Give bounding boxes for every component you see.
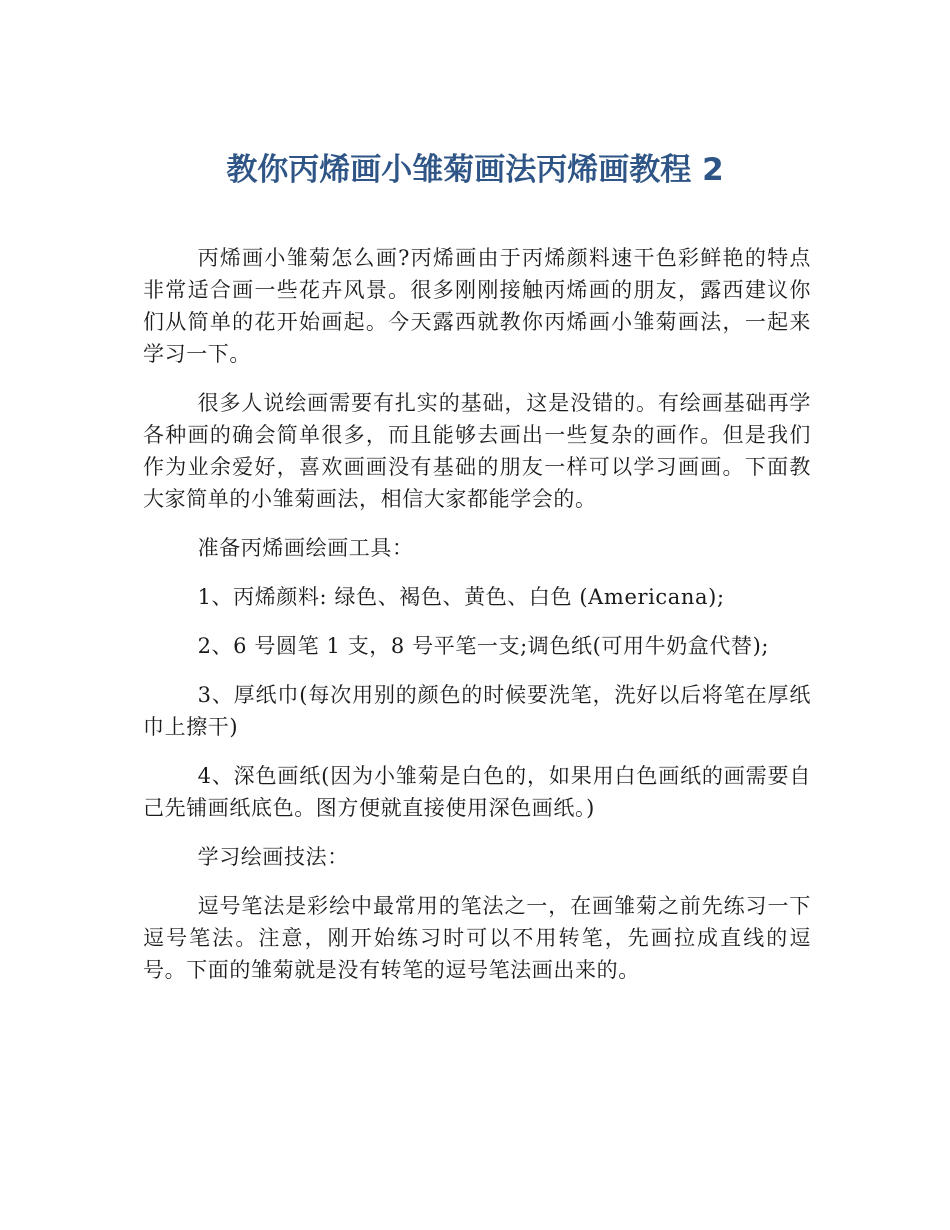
paragraph-basics: 很多人说绘画需要有扎实的基础，这是没错的。有绘画基础再学各种画的确会简单很多，而且能够去画出一些复杂的画作。但是我们作为业余爱好，喜欢画画没有基础的朋友一样可以学习画画。下面教大家简单的小雏菊画法，相信大家都能学会的。 [143, 391, 811, 511]
paragraph-comma-stroke: 逗号笔法是彩绘中最常用的笔法之一，在画雏菊之前先练习一下逗号笔法。注意，刚开始练习时可以不用转笔，先画拉成直线的逗号。下面的雏菊就是没有转笔的逗号笔法画出来的。 [143, 894, 811, 982]
list-item-paint: 1、丙烯颜料: 绿色、褐色、黄色、白色 (Americana); [197, 585, 725, 609]
list-item-paper-towel: 3、厚纸巾(每次用别的颜色的时候要洗笔，洗好以后将笔在厚纸巾上擦干) [143, 683, 811, 739]
page-title: 教你丙烯画小雏菊画法丙烯画教程 2 [226, 152, 724, 188]
paragraph-technique-heading: 学习绘画技法： [197, 845, 349, 869]
document-body [143, 242, 811, 1003]
list-item-brushes: 2、6 号圆笔 1 支，8 号平笔一支;调色纸(可用牛奶盒代替); [197, 634, 770, 658]
paragraph-intro: 丙烯画小雏菊怎么画?丙烯画由于丙烯颜料速干色彩鲜艳的特点非常适合画一些花卉风景。很多刚刚接触丙烯画的朋友，露西建议你们从简单的花开始画起。今天露西就教你丙烯画小雏菊画法，一起来学习一下。 [143, 246, 811, 366]
list-item-dark-paper: 4、深色画纸(因为小雏菊是白色的，如果用白色画纸的画需要自己先铺画纸底色。图方便就直接使用深色画纸。) [143, 764, 811, 820]
paragraph-tools-heading: 准备丙烯画绘画工具： [197, 536, 414, 560]
